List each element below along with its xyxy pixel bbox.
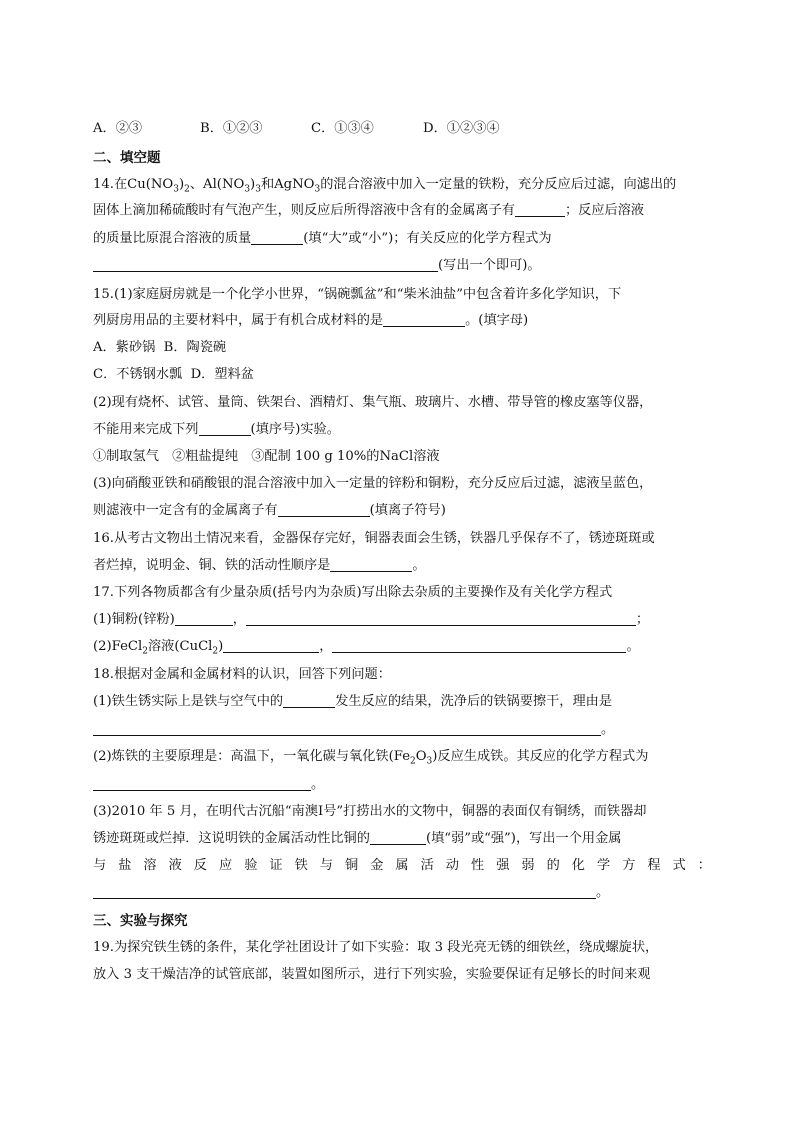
section-heading-fill-in: 二、填空题 bbox=[93, 150, 161, 166]
q15-line-7: (3)向硝酸亚铁和硝酸银的混合溶液中加入一定量的锌粉和铜粉，充分反应后过滤，滤液呈蓝色， bbox=[93, 476, 653, 491]
answer-blank[interactable] bbox=[246, 611, 636, 626]
option-c: C．①③④ bbox=[311, 121, 374, 136]
answer-blank[interactable] bbox=[330, 557, 412, 572]
option-d: D．塑料盆 bbox=[190, 367, 254, 382]
q15-options-cd bbox=[93, 366, 254, 384]
q19-line-1: 19.为探究铁生锈的条件，某化学社团设计了如下实验：取 3 段光亮无锈的细铁丝，绕成螺旋状， bbox=[93, 940, 659, 955]
answer-blank[interactable] bbox=[223, 638, 319, 653]
q14-line-1: 14.在$Cu(NO_3)_2$、$Al(NO_3)_3$和AgNO$_3$的混合溶液中加入一定量的铁粉，充分反应后过滤，向滤出的 bbox=[93, 177, 677, 195]
option-c: C．不锈钢水瓢 bbox=[93, 367, 183, 382]
question-13-options bbox=[93, 120, 500, 138]
q18-line-8: 与盐溶液反应验证铁与铜金属活动性强弱的化学方程式： bbox=[93, 858, 711, 873]
answer-blank[interactable] bbox=[93, 721, 601, 736]
q16-line-1: 16.从考古文物出土情况来看，金器保存完好，铜器表面会生锈，铁器几乎保存不了，锈迹斑斑或 bbox=[93, 531, 655, 546]
option-b: B．①②③ bbox=[200, 121, 263, 136]
answer-blank[interactable] bbox=[332, 638, 626, 653]
q18-line-9: 。 bbox=[93, 884, 609, 902]
q14-line-3: 的质量比原混合溶液的质量 (填“大”或“小”)；有关反应的化学方程式为 bbox=[93, 231, 552, 246]
answer-blank[interactable] bbox=[283, 693, 335, 708]
answer-blank[interactable] bbox=[93, 257, 438, 272]
q15-options-ab bbox=[93, 339, 226, 357]
answer-blank[interactable] bbox=[93, 884, 596, 899]
option-a: A．紫砂锅 bbox=[93, 340, 156, 355]
q14-line-2: 固体上滴加稀硫酸时有气泡产生，则反应后所得溶液中含有的金属离子有 ；反应后溶液 bbox=[93, 203, 645, 218]
q18-line-5: 。 bbox=[93, 776, 324, 794]
q17-line-2: (1)铜粉(锌粉) ， ； bbox=[93, 612, 650, 627]
answer-blank[interactable] bbox=[370, 830, 426, 845]
q14-line-4: (写出一个即可)。 bbox=[93, 257, 541, 275]
answer-blank[interactable] bbox=[515, 202, 565, 217]
q16-line-2: 者烂掉，说明金、铜、铁的活动性顺序是 。 bbox=[93, 558, 426, 573]
q18-line-4: (2)炼铁的主要原理是：高温下，一氧化碳与氧化铁$(Fe_2O_3)$反应生成铁。其反应的化学方程式为 bbox=[93, 749, 649, 767]
q15-line-8: 则滤液中一定含有的金属离子有 (填离子符号) bbox=[93, 503, 446, 518]
q19-line-2: 放入 3 支干燥洁净的试管底部，装置如图所示，进行下列实验，实验要保证有足够长的时间来观 bbox=[93, 967, 651, 982]
section-heading-experiment: 三、实验与探究 bbox=[93, 913, 188, 929]
q15-line-6: ①制取氢气 ②粗盐提纯 ③配制 100 g 10%的NaCl溶液 bbox=[93, 449, 440, 464]
q18-line-6: (3)2010 年 5 月，在明代古沉船“南澳Ⅰ号”打捞出水的文物中，铜器的表面仅有铜绣，而铁器却 bbox=[93, 804, 647, 819]
q17-line-3: (2)FeCl$_2$溶液(CuCl$_2$) ， 。 bbox=[93, 639, 640, 657]
answer-blank[interactable] bbox=[383, 312, 465, 327]
q15-line-5: 不能用来完成下列 (填序号)实验。 bbox=[93, 422, 340, 437]
q18-line-1: 18.根据对金属和金属材料的认识，回答下列问题： bbox=[93, 667, 391, 682]
option-a: A．②③ bbox=[93, 121, 143, 136]
q17-line-1: 17.下列各物质都含有少量杂质(括号内为杂质)写出除去杂质的主要操作及有关化学方程式 bbox=[93, 585, 613, 600]
q18-line-7: 锈迹斑斑或烂掉．这说明铁的金属活动性比铜的 (填“弱”或“强”)，写出一个用金属 bbox=[93, 831, 622, 846]
option-b: B．陶瓷碗 bbox=[163, 340, 227, 355]
answer-blank[interactable] bbox=[278, 502, 370, 517]
answer-blank[interactable] bbox=[175, 611, 233, 626]
option-d: D．①②③④ bbox=[423, 121, 500, 136]
answer-blank[interactable] bbox=[93, 776, 311, 791]
answer-blank[interactable] bbox=[251, 230, 303, 245]
q18-line-3: 。 bbox=[93, 721, 614, 739]
q15-line-4: (2)现有烧杯、试管、量筒、铁架台、酒精灯、集气瓶、玻璃片、水槽、带导管的橡皮塞等仪器， bbox=[93, 395, 653, 410]
q15-line-1: 15.(1)家庭厨房就是一个化学小世界，“锅碗瓢盆”和“柴米油盐”中包含着许多化学知识，下 bbox=[93, 287, 622, 302]
q18-line-2: (1)铁生锈实际上是铁与空气中的 发生反应的结果，洗净后的铁锅要擦干，理由是 bbox=[93, 694, 613, 709]
q15-line-2: 列厨房用品的主要材料中，属于有机合成材料的是 。(填字母) bbox=[93, 313, 529, 328]
answer-blank[interactable] bbox=[199, 421, 251, 436]
